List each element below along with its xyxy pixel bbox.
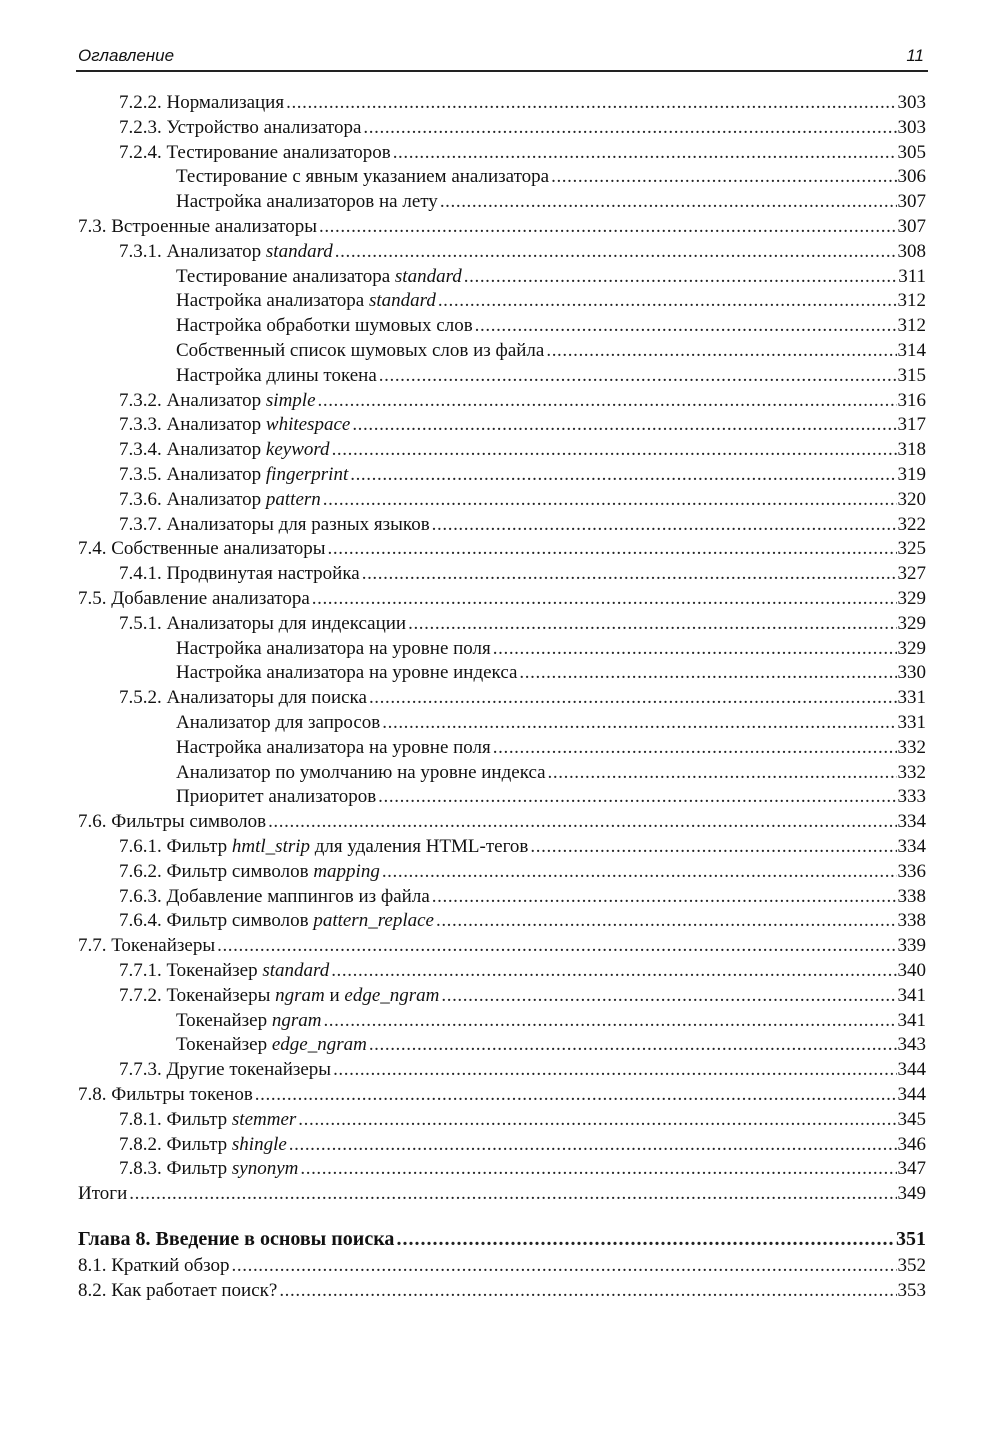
toc-entry-title (78, 1228, 396, 1251)
toc-entry (78, 1183, 926, 1208)
dot-leader (318, 390, 897, 412)
dot-leader (464, 266, 897, 288)
toc-entry (176, 638, 926, 663)
toc-entry-term: standard (368, 290, 436, 312)
toc-entry-text: Настройка анализатора на уровне индекса (176, 662, 518, 684)
toc-entry-title (176, 712, 382, 734)
toc-entry-title (78, 811, 268, 833)
dot-leader (300, 1158, 896, 1180)
toc-entry-text: 7.8.2. Фильтр (119, 1133, 232, 1155)
toc-entry (78, 538, 926, 563)
toc-page-number: 343 (897, 1034, 926, 1056)
dot-leader (546, 340, 896, 362)
toc-entry-title (119, 687, 369, 709)
toc-entry-title (119, 910, 436, 932)
toc-entry (78, 935, 926, 960)
toc-page-number: 331 (897, 687, 926, 709)
toc-entry-text: Настройка длины токена (176, 364, 377, 386)
toc-entry-text: 7.7.3. Другие токенайзеры (119, 1059, 332, 1081)
dot-leader (362, 563, 897, 585)
toc-entry-term: edge_ngram (271, 1034, 367, 1056)
toc-entry-text: 7.2.2. Нормализация (119, 92, 285, 113)
toc-entry-term: fingerprint (265, 464, 349, 485)
toc-page-number: 339 (897, 935, 926, 957)
toc-entry-title (176, 662, 519, 684)
toc-entry-text: Настройка анализатора (176, 290, 369, 312)
dot-leader (255, 1084, 897, 1106)
toc-page-number: 336 (897, 860, 926, 882)
toc-page-number: 312 (897, 315, 926, 337)
toc-entry-text: 7.6.4. Фильтр символов (119, 910, 314, 932)
dot-leader (475, 315, 897, 337)
toc-entry (78, 588, 926, 613)
toc-entry-title (119, 836, 530, 858)
toc-page-number: 314 (897, 340, 926, 361)
dot-leader (530, 836, 896, 858)
toc-entry-title (176, 638, 493, 660)
toc-page-number: 305 (897, 141, 926, 163)
toc-entry (176, 662, 926, 687)
toc-entry-title (119, 960, 331, 982)
dot-leader (323, 489, 897, 511)
dot-leader (378, 786, 896, 808)
toc-entry-term: whitespace (265, 414, 351, 436)
toc-entry (78, 216, 926, 241)
toc-entry (119, 514, 926, 539)
toc-entry-term: ngram (275, 984, 325, 1006)
toc-page-number: 338 (897, 885, 926, 907)
toc-page-number: 307 (897, 216, 926, 237)
dot-leader (438, 290, 897, 312)
toc-page-number: 351 (896, 1228, 926, 1250)
toc-entry (119, 464, 926, 489)
toc-page-number: 352 (897, 1255, 926, 1276)
toc-entry-title (176, 762, 548, 784)
toc-page-number: 318 (897, 439, 926, 461)
toc-entry-title (119, 1109, 298, 1131)
toc-entry (119, 1059, 926, 1084)
toc-entry-text: 7.6.3. Добавление маппингов из файла (119, 885, 430, 907)
toc-entry-text: 7.7.1. Токенайзер (119, 960, 263, 981)
dot-leader (332, 439, 897, 461)
toc-entry-text: 7.3.7. Анализаторы для разных языков (119, 513, 430, 535)
dot-leader (379, 365, 897, 387)
toc-entry-title (119, 563, 362, 585)
toc-entry-title (119, 142, 393, 164)
toc-page-number: 311 (898, 265, 926, 287)
toc-page-number: 330 (897, 662, 926, 684)
toc-page-number: 332 (897, 761, 926, 783)
dot-leader (298, 1109, 896, 1131)
toc-page-number: 340 (897, 960, 926, 981)
toc-page-number: 344 (897, 1059, 926, 1081)
dot-leader (493, 638, 897, 660)
dot-leader (369, 687, 897, 709)
toc-entry-title (119, 92, 286, 114)
toc-entry-title (119, 241, 335, 263)
running-header (76, 44, 928, 72)
toc-entry-text: 7.3.3. Анализатор (119, 414, 266, 436)
toc-entry (119, 241, 926, 266)
toc-entry-text: Анализатор по умолчанию на уровне индекса (176, 761, 546, 783)
toc-page-number: 329 (897, 612, 926, 634)
dot-leader (331, 960, 896, 982)
dot-leader (352, 414, 896, 436)
toc-page-number: 334 (897, 811, 926, 833)
toc-chapter-entry (78, 1228, 926, 1253)
toc-entry-text: для удаления HTML-тегов (310, 836, 529, 857)
toc-entry-title (78, 1255, 232, 1277)
toc-entry-term: pattern_replace (313, 910, 434, 932)
toc-entry (176, 191, 926, 216)
toc-entry (78, 1255, 926, 1280)
dot-leader (279, 1280, 896, 1302)
toc-entry-text: 7.8.3. Фильтр (119, 1158, 232, 1180)
toc-page-number: 333 (897, 786, 926, 808)
toc-entry-title (119, 861, 382, 883)
dot-leader (319, 216, 897, 238)
header-title: Оглавление (78, 46, 175, 65)
dot-leader (432, 514, 897, 536)
toc-page-number: 307 (897, 191, 926, 213)
toc-entry-text: и (324, 984, 345, 1006)
toc-entry (119, 613, 926, 638)
toc-entry-title (176, 786, 378, 808)
toc-page-number: 331 (897, 712, 926, 733)
toc-entry-text: 7.6. Фильтры символов (78, 811, 267, 833)
toc-entry-text: Собственный список шумовых слов из файла (176, 340, 545, 361)
toc-page-number: 312 (897, 290, 926, 312)
toc-entry-text: 7.2.4. Тестирование анализаторов (119, 141, 391, 163)
toc-page-number: 347 (897, 1158, 926, 1180)
toc-entry-term: simple (265, 389, 316, 411)
toc-entry (119, 92, 926, 117)
toc-entry-text: 7.5.2. Анализаторы для поиска (119, 687, 367, 709)
header-page-number: 11 (906, 46, 924, 65)
dot-leader (548, 762, 897, 784)
toc-entry-term: edge_ngram (344, 984, 440, 1006)
dot-leader (232, 1255, 897, 1277)
toc-entry-text: 7.6.2. Фильтр символов (119, 860, 314, 882)
dot-leader (268, 811, 896, 833)
toc-entry-text: 7.3.4. Анализатор (119, 439, 266, 461)
toc-entry-title (119, 1158, 300, 1180)
toc-page-number: 308 (897, 240, 926, 262)
toc-entry-title (78, 216, 319, 238)
toc-page-number: 325 (897, 538, 926, 560)
toc-page-number: 344 (897, 1084, 926, 1105)
toc-entry-term: standard (394, 265, 462, 287)
toc-entry-title (119, 1134, 289, 1156)
toc-entry-text: 8.1. Краткий обзор (78, 1255, 230, 1276)
toc-page-number: 349 (897, 1183, 926, 1205)
toc-page-number: 341 (897, 1009, 926, 1031)
dot-leader (328, 538, 897, 560)
toc-entry-title (119, 514, 432, 536)
toc-entry-text: 7.3. Встроенные анализаторы (78, 216, 317, 237)
toc-entry (119, 861, 926, 886)
dot-leader (551, 166, 896, 188)
dot-leader (217, 935, 896, 957)
toc-entry-text: 7.2.3. Устройство анализатора (119, 116, 362, 138)
toc-entry-term: shingle (231, 1133, 287, 1155)
toc-entry-title (119, 886, 432, 908)
toc-entry-term: hmtl_strip (231, 836, 311, 857)
toc-entry-title (78, 1280, 279, 1302)
dot-leader (335, 241, 897, 263)
toc-entry-text: 7.5.1. Анализаторы для индексации (119, 612, 407, 634)
toc-entry-term: mapping (313, 860, 380, 882)
toc-entry-title (176, 1010, 323, 1032)
toc-entry (119, 836, 926, 861)
toc-entry-term: synonym (231, 1158, 299, 1180)
toc-page-number: 334 (897, 836, 926, 857)
dot-leader (129, 1183, 896, 1205)
toc-entry-title (176, 191, 440, 213)
toc-entry (119, 687, 926, 712)
toc-entry (119, 1158, 926, 1183)
dot-leader (440, 191, 897, 213)
toc-entry (176, 786, 926, 811)
toc-entry-term: ngram (271, 1009, 322, 1031)
toc-entry (176, 266, 926, 291)
toc-entry (119, 886, 926, 911)
toc-entry-text: Настройка анализатора на уровне поля (176, 736, 491, 758)
toc-entry-title (176, 290, 438, 312)
dot-leader (289, 1134, 897, 1156)
toc-page-number: 327 (897, 563, 926, 585)
toc-entry (176, 290, 926, 315)
toc-entry-text: 7.6.1. Фильтр (119, 836, 232, 857)
toc-entry-text: Глава 8. Введение в основы поиска (78, 1228, 395, 1250)
toc-entry-title (119, 390, 318, 412)
toc-entry-title (78, 935, 217, 957)
dot-leader (369, 1034, 897, 1056)
toc-page-number: 353 (897, 1279, 926, 1301)
dot-leader (393, 142, 897, 164)
toc-entry (119, 563, 926, 588)
toc-entry (176, 166, 926, 191)
toc-entry (119, 960, 926, 985)
toc-entry-text: Итоги (78, 1183, 128, 1205)
toc-entry-term: standard (262, 960, 330, 981)
toc-entry-title (119, 489, 323, 511)
toc-entry-text: 7.8. Фильтры токенов (78, 1084, 253, 1105)
dot-leader (382, 861, 897, 883)
toc-entry (119, 142, 926, 167)
toc-page-number: 303 (897, 116, 926, 138)
toc-entry-text: 7.3.1. Анализатор (119, 240, 266, 262)
toc-entry-text: 7.3.5. Анализатор (119, 464, 266, 485)
toc-entry-title (78, 538, 328, 560)
dot-leader (382, 712, 896, 734)
toc-entry-title (176, 1034, 369, 1056)
toc-entry-title (119, 1059, 333, 1081)
toc-entry (119, 985, 926, 1010)
dot-leader (432, 886, 897, 908)
toc-entry-title (119, 613, 408, 635)
toc-page-number: 341 (897, 984, 926, 1006)
toc-page-number: 317 (897, 414, 926, 436)
toc-entry (176, 737, 926, 762)
toc-entry-text: Приоритет анализаторов (176, 786, 377, 808)
dot-leader (286, 92, 896, 114)
toc-page-number: 322 (897, 513, 926, 535)
dot-leader (333, 1059, 896, 1081)
toc-entry-text: Токенайзер (176, 1034, 272, 1056)
toc-entry-term: stemmer (231, 1108, 297, 1130)
toc-entry-title (119, 464, 350, 486)
toc-entry (78, 1084, 926, 1109)
dot-leader (441, 985, 896, 1007)
toc-entry-text: 7.7.2. Токенайзеры (119, 984, 276, 1006)
toc-entry-term: standard (265, 240, 333, 262)
dot-leader (493, 737, 897, 759)
toc-entry-title (176, 166, 551, 188)
toc-entry-title (119, 414, 352, 436)
toc-entry-text: 8.2. Как работает поиск? (78, 1279, 278, 1301)
toc-entry (176, 1010, 926, 1035)
toc-entry-text: Настройка анализаторов на лету (176, 191, 438, 213)
dot-leader (396, 1228, 895, 1251)
toc-entry-title (176, 365, 379, 387)
toc-entry-title (78, 588, 312, 610)
toc-entry-term: pattern (265, 488, 321, 510)
dot-leader (350, 464, 896, 486)
toc-entry-title (176, 737, 493, 759)
toc-entry (78, 1280, 926, 1305)
toc-entry-text: 7.3.6. Анализатор (119, 488, 266, 510)
toc-entry-text: Анализатор для запросов (176, 712, 381, 733)
toc-entry (119, 439, 926, 464)
toc-entry-title (78, 1084, 255, 1106)
toc-entry (119, 1109, 926, 1134)
dot-leader (519, 662, 896, 684)
toc-entry-text: 7.7. Токенайзеры (78, 935, 216, 957)
toc-page-number: 329 (897, 588, 926, 609)
toc-entry-text: 7.8.1. Фильтр (119, 1108, 232, 1130)
toc-entry (119, 117, 926, 142)
toc-entry-title (176, 266, 464, 288)
toc-entry-text: 7.4.1. Продвинутая настройка (119, 563, 360, 585)
toc-entry-text: Настройка анализатора на уровне поля (176, 637, 491, 659)
toc-entry-title (119, 117, 363, 139)
toc-entry (176, 712, 926, 737)
toc-entry (119, 1134, 926, 1159)
toc-page-number: 346 (897, 1133, 926, 1155)
toc-entry-text: Тестирование с явным указанием анализатора (176, 166, 550, 188)
toc-entry (119, 390, 926, 415)
toc-page-number: 315 (897, 364, 926, 386)
toc-page-number: 345 (897, 1108, 926, 1130)
toc-entry-title (119, 985, 441, 1007)
toc-page-number: 319 (897, 464, 926, 485)
toc-page-number: 320 (897, 488, 926, 510)
toc-entry-title (119, 439, 332, 461)
toc-page-number: 316 (897, 389, 926, 411)
toc-entry-text: 7.3.2. Анализатор (119, 389, 266, 411)
toc-entry (176, 1034, 926, 1059)
toc-entry (176, 365, 926, 390)
toc-entry-title (176, 315, 475, 337)
toc-entry-title (78, 1183, 129, 1205)
toc-page-number: 306 (897, 166, 926, 188)
toc-entry (119, 489, 926, 514)
toc-entry (176, 340, 926, 365)
dot-leader (312, 588, 897, 610)
toc-entry-title (176, 340, 546, 362)
toc-page-number: 329 (897, 637, 926, 659)
toc-entry-text: Тестирование анализатора (176, 265, 395, 287)
toc-entry (78, 811, 926, 836)
dot-leader (363, 117, 896, 139)
toc-entry (176, 762, 926, 787)
toc-entry-text: 7.5. Добавление анализатора (78, 588, 310, 609)
toc-entry (119, 414, 926, 439)
toc-entry-text: Настройка обработки шумовых слов (176, 315, 473, 337)
dot-leader (408, 613, 896, 635)
dot-leader (436, 910, 897, 932)
toc-entry-term: keyword (265, 439, 330, 461)
toc-page-number: 332 (897, 736, 926, 758)
dot-leader (323, 1010, 896, 1032)
toc-page-number: 338 (897, 910, 926, 932)
toc-entry-text: 7.4. Собственные анализаторы (78, 538, 326, 560)
toc-page-number: 303 (897, 92, 926, 113)
toc-entry (176, 315, 926, 340)
toc-entry (119, 910, 926, 935)
toc-entry-text: Токенайзер (176, 1009, 272, 1031)
